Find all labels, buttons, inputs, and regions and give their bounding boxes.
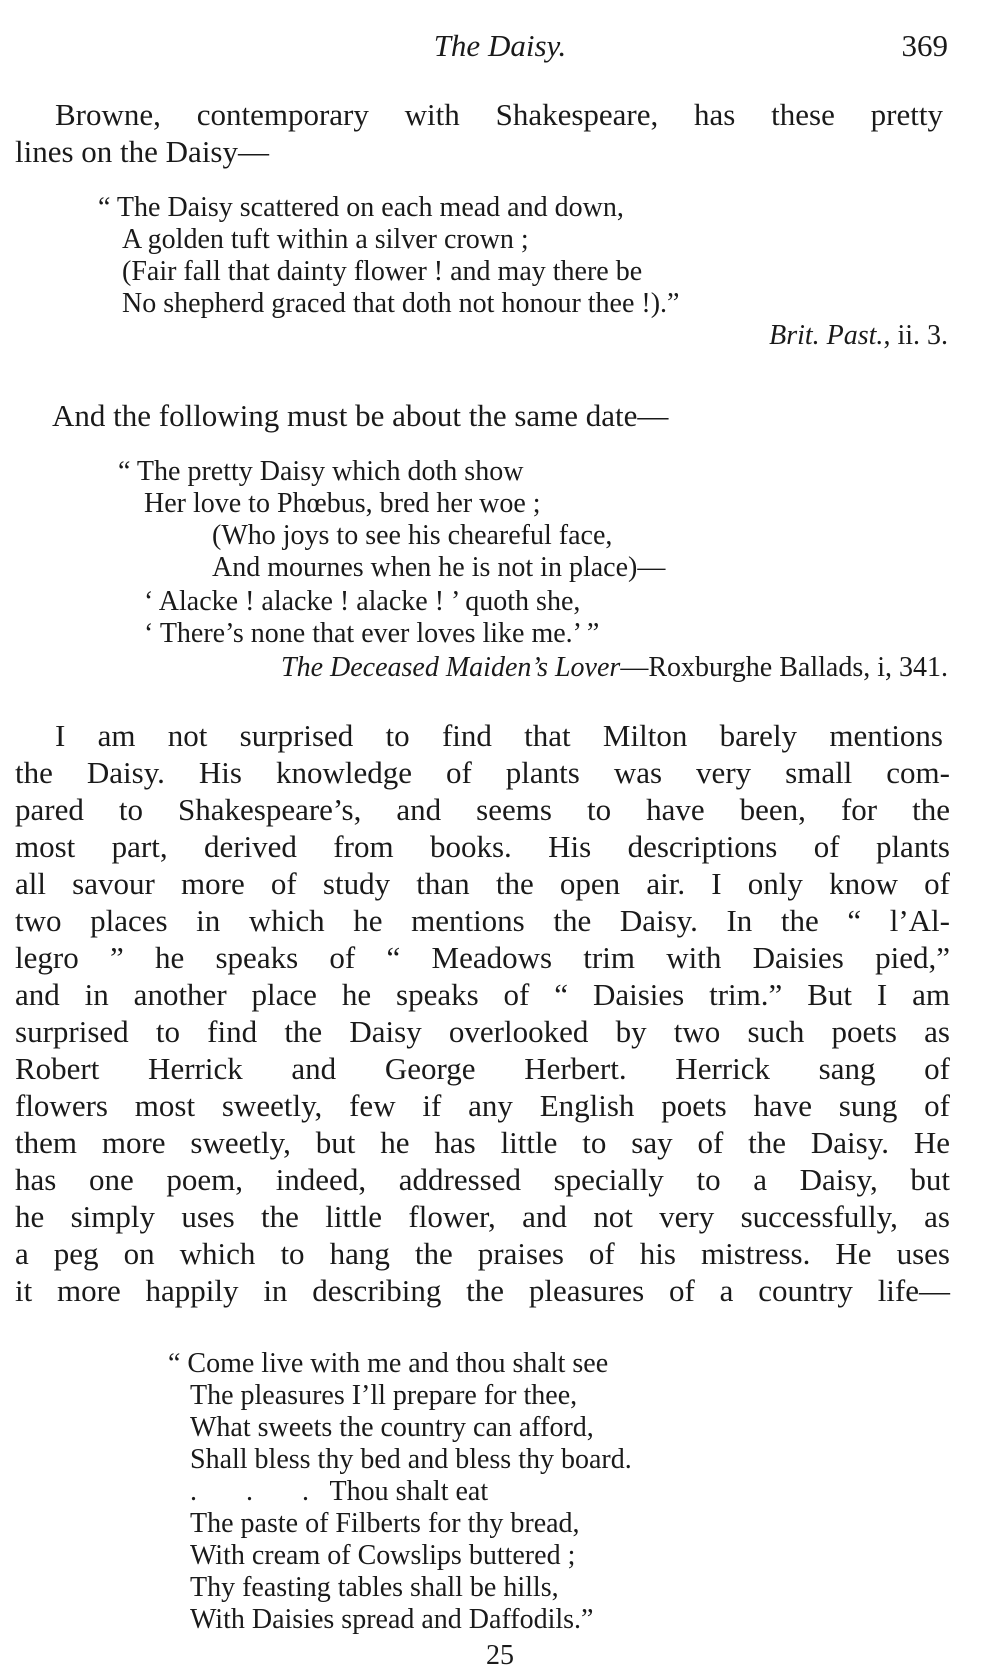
para3-line-5: all savour more of study than the open air. I only know of [15, 866, 950, 901]
verse1-citation [769, 320, 948, 352]
para3-line-4: most part, derived from books. His descriptions of plants [15, 829, 950, 864]
para3-line-2: the Daisy. His knowledge of plants was very small com- [15, 755, 950, 790]
verse2-line-2: Her love to Phœbus, bred her woe ; [144, 488, 541, 519]
verse2-citation [281, 652, 948, 684]
para3-line-7: legro ” he speaks of “ Meadows trim with Daisies pied,” [15, 940, 950, 975]
para3-line-14: he simply uses the little flower, and not very successfully, as [15, 1199, 950, 1234]
para3-line-15: a peg on which to hang the praises of his mistress. He uses [15, 1236, 950, 1271]
verse3-line-7: With cream of Cowslips buttered ; [190, 1540, 576, 1571]
para2-line-1: And the following must be about the same date— [52, 398, 669, 433]
verse2-line-6: ‘ There’s none that ever loves like me.’ ” [144, 618, 600, 649]
page-header [0, 28, 1000, 78]
para3-line-6: two places in which he mentions the Daisy. In the “ l’Al- [15, 903, 950, 938]
verse1-line-2: A golden tuft within a silver crown ; [122, 224, 529, 255]
verse2-line-5: ‘ Alacke ! alacke ! alacke ! ’ quoth she, [144, 586, 581, 617]
para3-line-8: and in another place he speaks of “ Daisies trim.” But I am [15, 977, 950, 1012]
para1-line-2: lines on the Daisy— [15, 134, 269, 169]
verse3-line-8: Thy feasting tables shall be hills, [190, 1572, 559, 1603]
para3-line-1: I am not surprised to find that Milton barely mentions [55, 718, 943, 753]
verse2-line-4: And mournes when he is not in place)— [212, 552, 666, 583]
verse2-line-1: “ The pretty Daisy which doth show [118, 456, 524, 487]
verse2-line-3: (Who joys to see his cheareful face, [212, 520, 613, 551]
verse3-line-2: The pleasures I’ll prepare for thee, [190, 1380, 578, 1411]
verse3-line-9: With Daisies spread and Daffodils.” [190, 1604, 594, 1635]
verse1-line-4: No shepherd graced that doth not honour thee !).” [122, 288, 680, 319]
signature-mark: 25 [486, 1640, 514, 1671]
para3-line-3: pared to Shakespeare’s, and seems to have been, for the [15, 792, 950, 827]
verse1-line-3: (Fair fall that dainty flower ! and may there be [122, 256, 643, 287]
citation-work: Brit. Past. [769, 320, 884, 351]
verse1-line-1: “ The Daisy scattered on each mead and down, [98, 192, 624, 223]
verse3-line-4: Shall bless thy bed and bless thy board. [190, 1444, 632, 1475]
verse3-line-6: The paste of Filberts for thy bread, [190, 1508, 580, 1539]
para3-line-13: has one poem, indeed, addressed specially to a Daisy, but [15, 1162, 950, 1197]
page-number: 369 [901, 28, 948, 63]
verse3-line-1: “ Come live with me and thou shalt see [168, 1348, 609, 1379]
verse3-line-3: What sweets the country can afford, [190, 1412, 594, 1443]
para3-line-16: it more happily in describing the pleasures of a country life— [15, 1273, 950, 1308]
citation-ref: , ii. 3. [883, 320, 948, 351]
para3-line-10: Robert Herrick and George Herbert. Herrick sang of [15, 1051, 950, 1086]
verse3-line-5: . . . Thou shalt eat [190, 1476, 489, 1507]
citation-work: The Deceased Maiden’s Lover [281, 652, 621, 683]
para1-line-1: Browne, contemporary with Shakespeare, has these pretty [55, 97, 943, 132]
para3-line-11: flowers most sweetly, few if any English poets have sung of [15, 1088, 950, 1123]
running-title: The Daisy. [433, 28, 567, 63]
citation-ref: —Roxburghe Ballads, i, 341. [620, 652, 948, 683]
para3-line-9: surprised to find the Daisy overlooked by two such poets as [15, 1014, 950, 1049]
para3-line-12: them more sweetly, but he has little to say of the Daisy. He [15, 1125, 950, 1160]
